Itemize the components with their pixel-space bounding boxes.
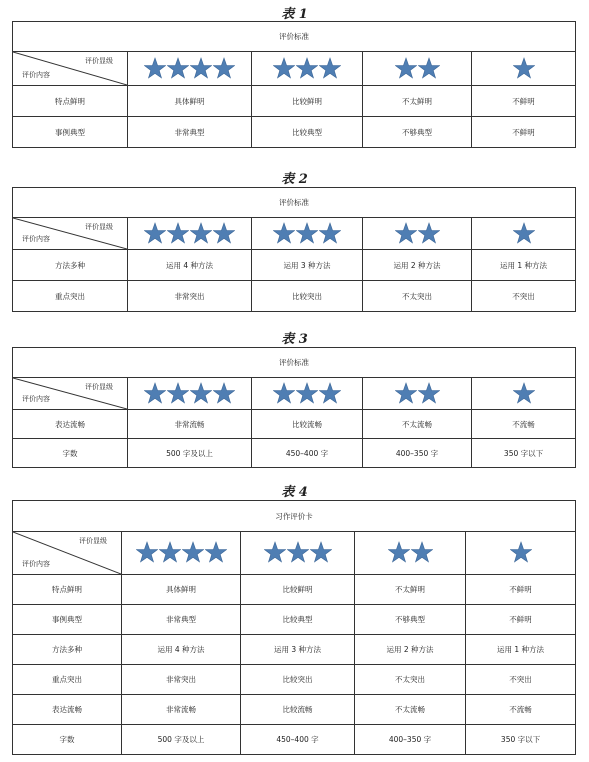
table-caption: 表 3 (281, 332, 308, 347)
star-rating (264, 541, 332, 563)
star-rating (395, 57, 440, 79)
row-label: 事例典型 (13, 605, 122, 635)
corner-top-label: 评价显级 (85, 383, 113, 391)
row-label: 字数 (13, 439, 128, 468)
table-row (13, 575, 576, 605)
rating-level-1-stars (472, 378, 576, 410)
rating-level-2-stars (363, 218, 472, 250)
row-label: 表达流畅 (13, 410, 128, 439)
table-cell: 非常流畅 (128, 410, 252, 439)
table-cell: 非常流畅 (122, 695, 241, 725)
star-icon (319, 222, 341, 244)
star-icon (273, 382, 295, 404)
table-header: 评价标准 (13, 188, 576, 218)
star-icon (205, 541, 227, 563)
star-icon (395, 382, 417, 404)
corner-top-label: 评价显级 (79, 537, 107, 545)
table-cell: 运用 2 种方法 (363, 250, 472, 281)
star-icon (395, 57, 417, 79)
table-cell: 比较鲜明 (241, 575, 355, 605)
diagonal-header-cell (13, 378, 128, 410)
star-icon (319, 57, 341, 79)
table-row (13, 117, 576, 148)
star-rating (144, 57, 235, 79)
table-row (13, 250, 576, 281)
star-rating (395, 382, 440, 404)
table-cell: 不够典型 (363, 117, 472, 148)
rating-level-4-stars (128, 378, 252, 410)
star-icon (190, 382, 212, 404)
star-icon (395, 222, 417, 244)
corner-bottom-label: 评价内容 (22, 560, 50, 568)
rating-level-1-stars (466, 532, 576, 575)
star-icon (296, 57, 318, 79)
table-cell: 不太突出 (355, 665, 466, 695)
table-cell: 非常典型 (122, 605, 241, 635)
star-icon (159, 541, 181, 563)
star-icon (287, 541, 309, 563)
table-cell: 比较流畅 (241, 695, 355, 725)
star-icon (418, 382, 440, 404)
star-icon (296, 222, 318, 244)
rating-table (12, 187, 576, 312)
row-label: 方法多种 (13, 635, 122, 665)
rating-level-3-stars (252, 218, 363, 250)
table-cell: 运用 1 种方法 (472, 250, 576, 281)
table-cell: 具体鲜明 (122, 575, 241, 605)
star-rating (144, 222, 235, 244)
table-cell: 不流畅 (472, 410, 576, 439)
table-cell: 不够典型 (355, 605, 466, 635)
table-cell: 400–350 字 (355, 725, 466, 755)
table-caption: 表 2 (281, 172, 308, 187)
table-cell: 比较典型 (241, 605, 355, 635)
corner-bottom-label: 评价内容 (22, 235, 50, 243)
star-icon (411, 541, 433, 563)
table-row (13, 86, 576, 117)
star-rating (273, 382, 341, 404)
table-cell: 350 字以下 (472, 439, 576, 468)
star-icon (319, 382, 341, 404)
diagonal-header-cell (13, 532, 122, 575)
star-icon (418, 222, 440, 244)
table-cell: 不鲜明 (472, 117, 576, 148)
rating-level-4-stars (122, 532, 241, 575)
corner-top-label: 评价显级 (85, 57, 113, 65)
table-cell: 不太流畅 (355, 695, 466, 725)
table-cell: 不鲜明 (466, 605, 576, 635)
rating-table (12, 21, 576, 148)
table-caption: 表 4 (281, 485, 308, 500)
table-cell: 500 字及以上 (122, 725, 241, 755)
rating-level-2-stars (363, 52, 472, 86)
table-cell: 运用 4 种方法 (128, 250, 252, 281)
corner-bottom-label: 评价内容 (22, 395, 50, 403)
star-icon (264, 541, 286, 563)
table-cell: 运用 1 种方法 (466, 635, 576, 665)
table-cell: 比较流畅 (252, 410, 363, 439)
star-icon (136, 541, 158, 563)
table-row (13, 410, 576, 439)
rating-level-4-stars (128, 52, 252, 86)
table-cell: 不太突出 (363, 281, 472, 312)
table-cell: 不突出 (472, 281, 576, 312)
rating-level-3-stars (252, 52, 363, 86)
star-rating (388, 541, 433, 563)
table-header: 评价标准 (13, 22, 576, 52)
table-cell: 比较典型 (252, 117, 363, 148)
star-icon (213, 57, 235, 79)
row-label: 重点突出 (13, 665, 122, 695)
star-icon (167, 222, 189, 244)
table-caption: 表 1 (281, 7, 308, 22)
table-cell: 不太鲜明 (363, 86, 472, 117)
star-rating (510, 541, 532, 563)
star-rating (513, 382, 535, 404)
table-cell: 比较鲜明 (252, 86, 363, 117)
star-rating (273, 57, 341, 79)
table-row (13, 439, 576, 468)
star-icon (213, 222, 235, 244)
rating-level-3-stars (241, 532, 355, 575)
table-row (13, 605, 576, 635)
star-icon (310, 541, 332, 563)
star-icon (273, 57, 295, 79)
table-header: 习作评价卡 (13, 501, 576, 532)
star-icon (273, 222, 295, 244)
table-cell: 不太流畅 (363, 410, 472, 439)
star-icon (190, 57, 212, 79)
table-cell: 500 字及以上 (128, 439, 252, 468)
rating-level-3-stars (252, 378, 363, 410)
table-cell: 运用 3 种方法 (252, 250, 363, 281)
row-label: 特点鲜明 (13, 575, 122, 605)
table-cell: 非常突出 (122, 665, 241, 695)
table-cell: 不太鲜明 (355, 575, 466, 605)
rating-level-1-stars (472, 218, 576, 250)
star-icon (190, 222, 212, 244)
star-rating (273, 222, 341, 244)
table-cell: 350 字以下 (466, 725, 576, 755)
star-icon (296, 382, 318, 404)
table-cell: 非常突出 (128, 281, 252, 312)
table-cell: 450–400 字 (252, 439, 363, 468)
table-cell: 具体鲜明 (128, 86, 252, 117)
star-rating (144, 382, 235, 404)
table-cell: 比较突出 (252, 281, 363, 312)
table-cell: 运用 2 种方法 (355, 635, 466, 665)
diagonal-header-cell (13, 52, 128, 86)
table-row (13, 281, 576, 312)
star-rating (513, 57, 535, 79)
star-icon (213, 382, 235, 404)
row-label: 事例典型 (13, 117, 128, 148)
star-icon (513, 57, 535, 79)
row-label: 表达流畅 (13, 695, 122, 725)
table-cell: 非常典型 (128, 117, 252, 148)
star-rating (513, 222, 535, 244)
rating-level-2-stars (355, 532, 466, 575)
row-label: 特点鲜明 (13, 86, 128, 117)
table-cell: 不流畅 (466, 695, 576, 725)
table-cell: 450–400 字 (241, 725, 355, 755)
corner-top-label: 评价显级 (85, 223, 113, 231)
rating-table (12, 347, 576, 468)
row-label: 重点突出 (13, 281, 128, 312)
star-rating (136, 541, 227, 563)
table-cell: 400–350 字 (363, 439, 472, 468)
rating-level-1-stars (472, 52, 576, 86)
table-cell: 运用 4 种方法 (122, 635, 241, 665)
row-label: 方法多种 (13, 250, 128, 281)
table-cell: 运用 3 种方法 (241, 635, 355, 665)
table-header: 评价标准 (13, 348, 576, 378)
table-cell: 不鲜明 (472, 86, 576, 117)
table-cell: 不鲜明 (466, 575, 576, 605)
star-icon (167, 382, 189, 404)
table-cell: 比较突出 (241, 665, 355, 695)
star-icon (513, 382, 535, 404)
table-row (13, 635, 576, 665)
corner-bottom-label: 评价内容 (22, 71, 50, 79)
rating-table (12, 500, 576, 755)
star-icon (513, 222, 535, 244)
star-icon (167, 57, 189, 79)
table-row (13, 695, 576, 725)
diagonal-header-cell (13, 218, 128, 250)
rating-level-4-stars (128, 218, 252, 250)
table-row (13, 725, 576, 755)
star-icon (144, 57, 166, 79)
row-label: 字数 (13, 725, 122, 755)
table-row (13, 665, 576, 695)
table-cell: 不突出 (466, 665, 576, 695)
star-icon (418, 57, 440, 79)
star-icon (388, 541, 410, 563)
star-icon (144, 222, 166, 244)
star-icon (182, 541, 204, 563)
rating-level-2-stars (363, 378, 472, 410)
star-rating (395, 222, 440, 244)
star-icon (510, 541, 532, 563)
star-icon (144, 382, 166, 404)
